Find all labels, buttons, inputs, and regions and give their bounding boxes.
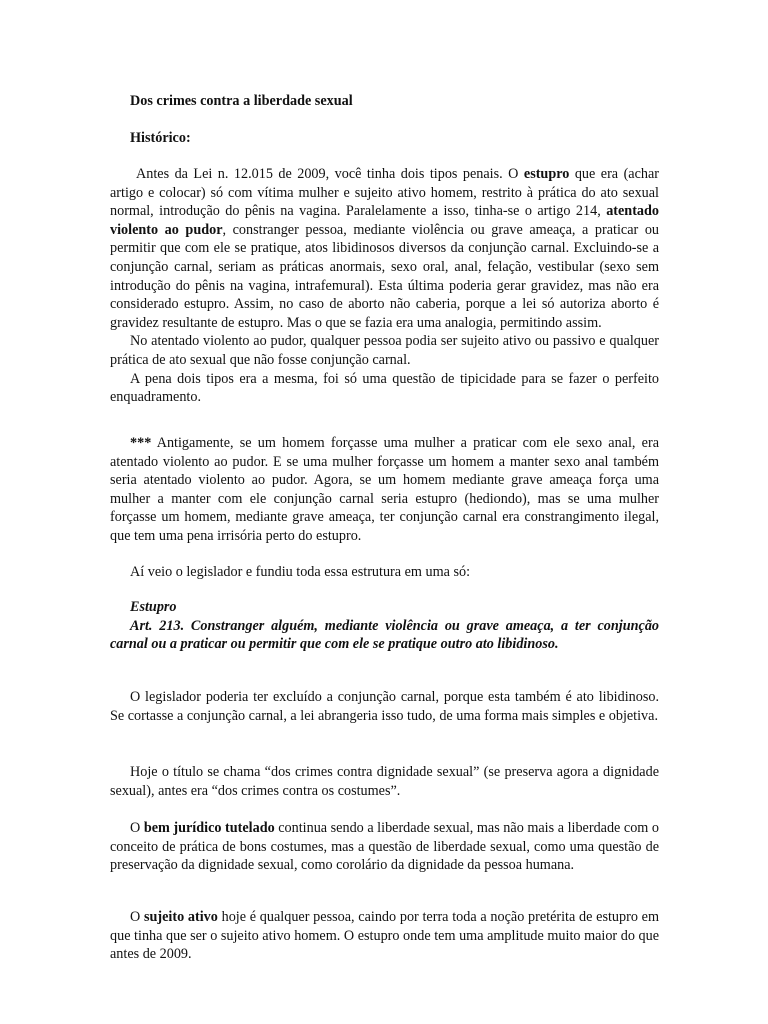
sujeito-paragraph	[110, 908, 659, 964]
intro-bold-estupro: estupro	[523, 166, 570, 182]
intro-text-2: que era (achar artigo e colocar) só com vítima mulher e sujeito ativo homem, restrito à prática do ato sexual normal, introdução do pênis na vagina. Paralelamente a isso, tinha-se o artigo 214,	[110, 166, 660, 220]
excluido-paragraph: O legislador poderia ter excluído a conjunção carnal, porque esta também é ato libidinoso. Se cortasse a conjunção carnal, a lei abrangeria isso tudo, de uma forma mais simples e objetiva.	[110, 689, 659, 724]
intro-text-1: Antes da Lei n. 12.015 de 2009, você tinha dois tipos penais. O	[136, 166, 524, 182]
legislador-paragraph: Aí veio o legislador e fundiu toda essa estrutura em uma só:	[130, 564, 471, 580]
bem-text-1: O	[130, 820, 144, 836]
legislador-block	[110, 563, 659, 582]
titulo-block	[110, 763, 659, 800]
note-paragraph	[110, 434, 659, 546]
pena-paragraph: A pena dois tipos era a mesma, foi só uma questão de tipicidade para se fazer o perfeito enquadramento.	[110, 370, 659, 406]
note-stars: ***	[130, 435, 152, 451]
historico-heading: Histórico:	[130, 130, 191, 146]
excluido-block	[110, 688, 659, 725]
note-block	[110, 434, 659, 546]
bem-text-2: continua sendo a liberdade sexual, mas não mais a liberdade com o conceito de prática de bons costumes, mas a questão de liberdade sexual, como uma questão de preservação da dignidade sexual, como corolário da dignidade da pessoa humana.	[110, 820, 659, 874]
sujeito-text-2: hoje é qualquer pessoa, caindo por terra toda a noção pretérita de estupro em que tinha que ser o sujeito ativo homem. O estupro onde tem uma amplitude muito maior do que antes de 2009.	[110, 909, 659, 963]
sujeito-bold: sujeito ativo	[143, 909, 218, 925]
atentado-paragraph: No atentado violento ao pudor, qualquer pessoa podia ser sujeito ativo ou passivo e qualquer prática de ato sexual que não fosse conjunção carnal.	[110, 333, 659, 368]
intro-text-3: , constranger pessoa, mediante violência ou grave ameaça, a praticar ou permitir que com ele se pratique, atos libidinosos diversos da conjunção carnal. Excluindo-se a conjunção carnal, seriam as práticas anormais, sexo oral, anal, felação, vestibular (sexo sem introdução do pênis na vagina, intrafemural). Esta última poderia gerar gravidez, mas não era considerado estupro. Assim, no caso de aborto não caberia, porque a lei só autoriza aborto é gravidez resultante de estupro. Mas o que se fazia era uma analogia, permitindo assim.	[110, 221, 660, 331]
art-213-text: Art. 213. Constranger alguém, mediante violência ou grave ameaça, a ter conjunção carnal ou a praticar ou permitir que com ele se pratique outro ato libidinoso.	[110, 617, 659, 653]
intro-bold-atentado: atentado violento ao pudor	[110, 203, 659, 238]
intro-block	[110, 165, 659, 407]
document-title: Dos crimes contra a liberdade sexual	[130, 93, 353, 109]
note-text: Antigamente, se um homem forçasse uma mulher a praticar com ele sexo anal, era atentado violento ao pudor. E se uma mulher forçasse um homem a manter sexo anal também seria atentado violento ao pudor. Agora, se um homem mediante grave ameaça força uma mulher a manter com ele conjunção carnal seria estupro (hediondo), mas se uma mulher forçasse um homem, mediante grave ameaça, ter conjunção carnal era constrangimento ilegal, que tem uma pena irrisória perto do estupro.	[110, 435, 659, 544]
bem-paragraph	[110, 819, 659, 875]
sujeito-text-1: O	[130, 909, 144, 925]
estupro-heading: Estupro	[130, 599, 177, 615]
estupro-block	[110, 598, 659, 654]
bem-bold: bem jurídico tutelado	[143, 820, 275, 836]
sujeito-block	[110, 908, 659, 964]
titulo-paragraph: Hoje o título se chama “dos crimes contra dignidade sexual” (se preserva agora a dignidade sexual), antes era “dos crimes contra os costumes”.	[110, 764, 659, 799]
document-title-block	[110, 92, 659, 111]
intro-paragraph	[110, 165, 659, 332]
historico-block	[110, 129, 659, 148]
bem-block	[110, 819, 659, 875]
